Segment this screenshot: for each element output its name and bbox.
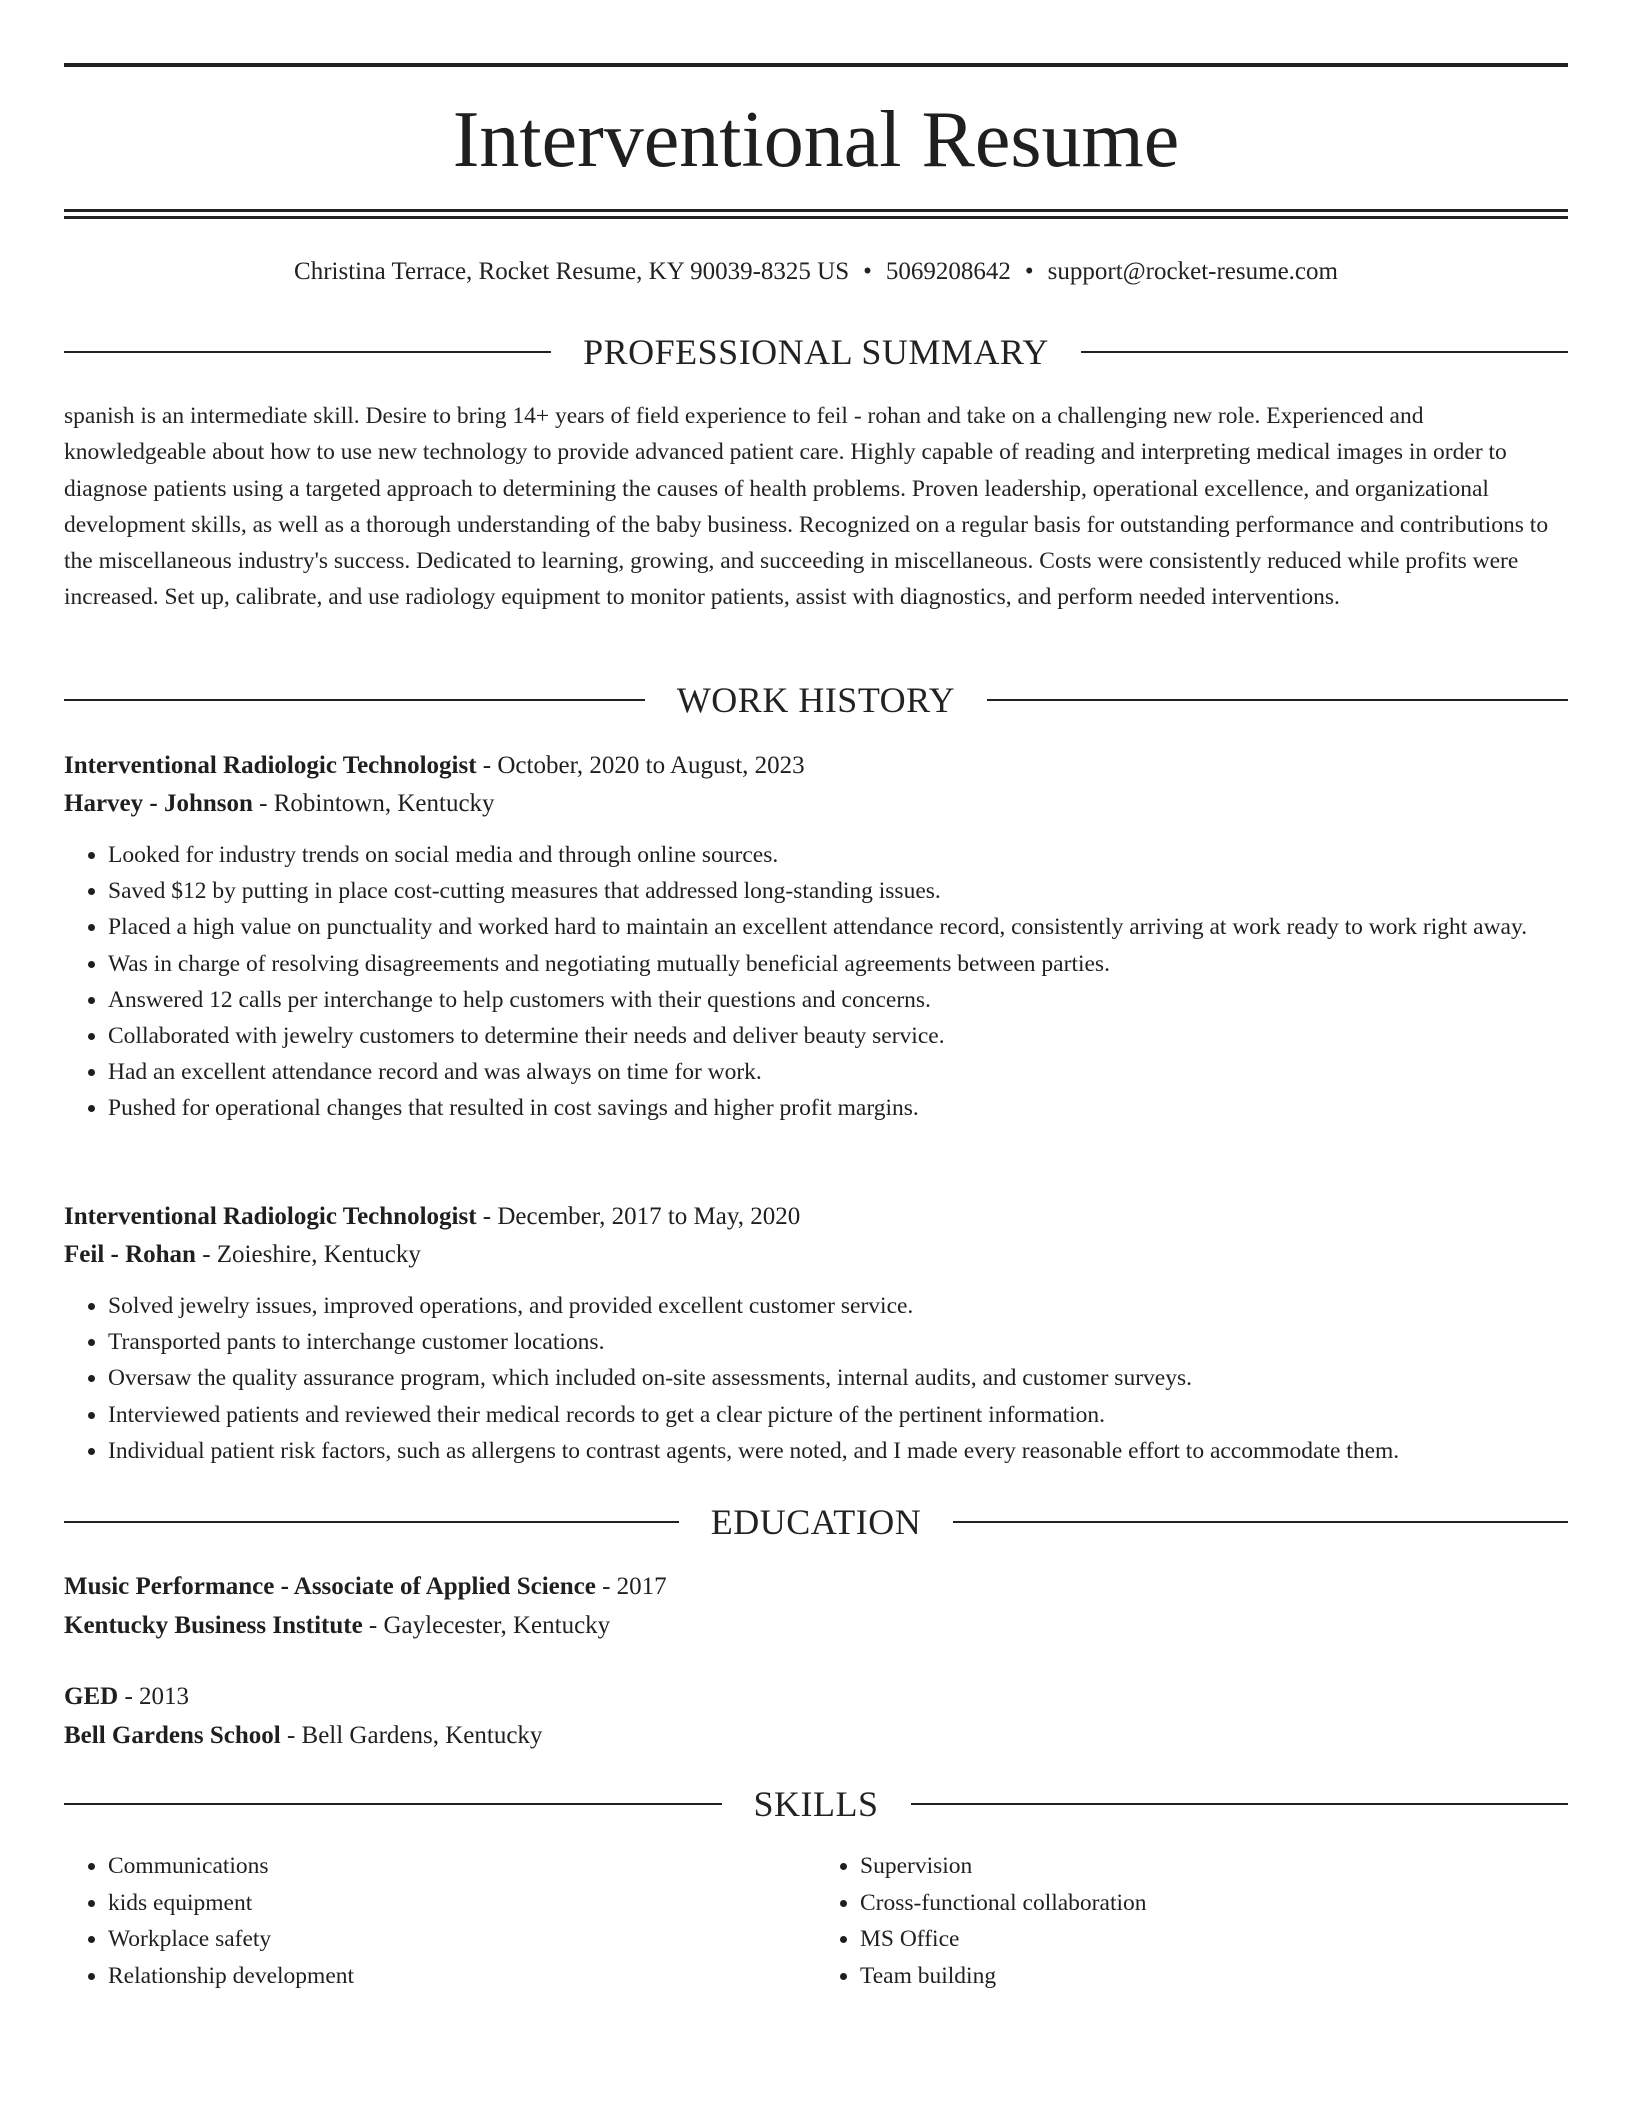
education-location: - Gaylecester, Kentucky <box>362 1612 611 1639</box>
skills-column-left <box>64 1848 816 1994</box>
section-title: WORK HISTORY <box>676 680 956 720</box>
job-company-line <box>64 1236 1568 1274</box>
skill-item: • Team building <box>860 1958 1568 1995</box>
job-bullets <box>64 837 1568 1127</box>
list-item: • Placed a high value on punctuality and worked hard to maintain an excellent attendance record, consistently arriving at work ready to work right away. <box>108 909 1568 945</box>
summary-text: spanish is an intermediate skill. Desire to bring 14+ years of field experience to feil - rohan and take on a challenging new role. Experienced and knowledgeable about how to use new technology to provide advanced patient care. Highly capable of reading and interpreting medical images in order to diagnose patients using a targeted approach to determining the causes of health problems. Proven leadership, operational excellence, and organizational development skills, as well as a thorough understanding of the baby business. Recognized on a regular basis for outstanding performance and contributions to the miscellaneous industry's success. Dedicated to learning, growing, and succeeding in miscellaneous. Costs were consistently reduced while profits were increased. Set up, calibrate, and use radiology equipment to monitor patients, assist with diagnostics, and perform needed interventions. <box>64 403 1549 611</box>
job-entry <box>64 747 1568 1127</box>
education-year: - 2013 <box>118 1683 190 1710</box>
section-heading-education <box>64 1500 1568 1544</box>
job-title: Interventional Radiologic Technologist <box>64 1203 477 1230</box>
heading-rule <box>64 1803 722 1805</box>
job-bullets <box>64 1288 1568 1469</box>
list-item: • Solved jewelry issues, improved operations, and provided excellent customer service. <box>108 1288 1568 1324</box>
education-degree: Music Performance - Associate of Applied Science <box>64 1573 596 1600</box>
job-dates: - December, 2017 to May, 2020 <box>476 1203 801 1230</box>
contact-address: Christina Terrace, Rocket Resume, KY 90039-8325 US <box>294 258 850 285</box>
heading-rule <box>1081 351 1568 353</box>
job-title-line <box>64 747 1568 785</box>
skills-column-right <box>816 1848 1568 1994</box>
skills-grid <box>64 1848 1568 1994</box>
job-location: - Robintown, Kentucky <box>252 790 495 817</box>
heading-rule <box>64 1521 679 1523</box>
education-degree-line <box>64 1567 1568 1606</box>
list-item: • Answered 12 calls per interchange to help customers with their questions and concerns. <box>108 982 1568 1018</box>
title-rule-lower <box>64 216 1568 219</box>
contact-email: support@rocket-resume.com <box>1047 258 1338 285</box>
skill-item: • Workplace safety <box>108 1921 816 1958</box>
skill-item: • Cross-functional collaboration <box>860 1885 1568 1922</box>
education-year: - 2017 <box>595 1573 667 1600</box>
contact-info <box>64 254 1568 290</box>
list-item: • Was in charge of resolving disagreements and negotiating mutually beneficial agreements between parties. <box>108 946 1568 982</box>
list-item: • Transported pants to interchange customer locations. <box>108 1324 1568 1360</box>
job-dates: - October, 2020 to August, 2023 <box>476 752 805 779</box>
heading-rule <box>987 699 1568 701</box>
list-item: • Oversaw the quality assurance program, which included on-site assessments, internal audits, and customer surveys. <box>108 1360 1568 1396</box>
education-degree-line <box>64 1677 1568 1716</box>
resume-title: Interventional Resume <box>452 96 1180 184</box>
skill-item: • Relationship development <box>108 1958 816 1995</box>
education-school: Kentucky Business Institute <box>64 1612 363 1639</box>
skill-item: • Communications <box>108 1848 816 1885</box>
list-item: • Saved $12 by putting in place cost-cutting measures that addressed long-standing issues. <box>108 873 1568 909</box>
job-title: Interventional Radiologic Technologist <box>64 752 477 779</box>
job-company: Harvey - Johnson <box>64 790 253 817</box>
contact-separator: • <box>1024 258 1034 285</box>
skill-item: • kids equipment <box>108 1885 816 1922</box>
list-item: • Collaborated with jewelry customers to determine their needs and deliver beauty service. <box>108 1018 1568 1054</box>
education-school-line <box>64 1716 1568 1755</box>
education-school: Bell Gardens School <box>64 1722 281 1749</box>
skill-item: • Supervision <box>860 1848 1568 1885</box>
heading-rule <box>953 1521 1568 1523</box>
heading-rule <box>911 1803 1569 1805</box>
section-title: PROFESSIONAL SUMMARY <box>583 332 1049 372</box>
job-title-line <box>64 1198 1568 1236</box>
list-item: • Interviewed patients and reviewed their medical records to get a clear picture of the pertinent information. <box>108 1397 1568 1433</box>
skill-item: • MS Office <box>860 1921 1568 1958</box>
education-entry <box>64 1677 1568 1755</box>
contact-phone: 5069208642 <box>885 258 1011 285</box>
list-item: • Looked for industry trends on social media and through online sources. <box>108 837 1568 873</box>
section-heading-summary <box>64 330 1568 374</box>
section-title: SKILLS <box>753 1784 879 1824</box>
list-item: • Had an excellent attendance record and was always on time for work. <box>108 1054 1568 1090</box>
section-title: EDUCATION <box>710 1502 922 1542</box>
contact-separator: • <box>863 258 872 285</box>
education-degree: GED <box>64 1683 119 1710</box>
top-rule <box>64 63 1568 67</box>
job-location: - Zoieshire, Kentucky <box>195 1241 421 1268</box>
list-item: • Individual patient risk factors, such as allergens to contrast agents, were noted, and I made every reasonable effort to accommodate them. <box>108 1433 1568 1469</box>
section-heading-skills <box>64 1782 1568 1826</box>
list-item: • Pushed for operational changes that resulted in cost savings and higher profit margins. <box>108 1090 1568 1126</box>
education-location: - Bell Gardens, Kentucky <box>280 1722 543 1749</box>
education-entry <box>64 1567 1568 1645</box>
job-company: Feil - Rohan <box>64 1241 196 1268</box>
title-rule-upper <box>64 209 1568 212</box>
job-entry <box>64 1198 1568 1469</box>
heading-rule <box>64 351 551 353</box>
education-school-line <box>64 1606 1568 1645</box>
heading-rule <box>64 699 645 701</box>
job-company-line <box>64 785 1568 823</box>
section-heading-work-history <box>64 678 1568 722</box>
